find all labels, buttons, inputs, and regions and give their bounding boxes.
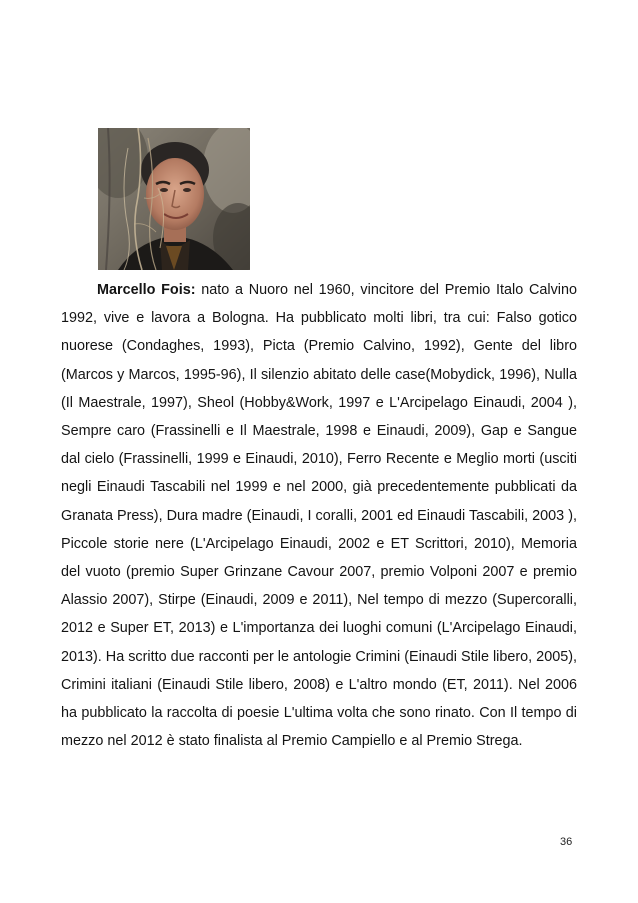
biography-text: nato a Nuoro nel 1960, vincitore del Premio Italo Calvino 1992, vive e lavora a Bologna. Ha pubblicato molti libri, tra cui: Falso gotico nuorese (Condaghes, 1993), Picta (Premio Calvino, 1992), Gente del libro (Marcos y Marcos, 1995-96), Il silenzio abitato delle case(Mobydick, 1996), Nulla (Il Maestrale, 1997), Sheol (Hobby&Work, 1997 e L'Arcipelago Einaudi, 2004 ), Sempre caro (Frassinelli e Il Maestrale, 1998 e Einaudi, 2009), Gap e Sangue dal cielo (Frassinelli, 1999 e Einaudi, 2010), Ferro Recente e Meglio morti (usciti negli Einaudi Tascabili nel 1999 e nel 2000, già precedentemente pubblicati da Granata Press), Dura madre (Einaudi, I coralli, 2001 ed Einaudi Tascabili, 2003 ), Piccole storie nere (L'Arcipelago Einaudi, 2002 e ET Scrittori, 2010), Memoria del vuoto (premio Super Grinzane Cavour 2007, premio Volponi 2007 e premio Alassio 2007), Stirpe (Einaudi, 2009 e 2011), Nel tempo di mezzo (Supercoralli, 2012 e Super ET, 2013) e L'importanza dei luoghi comuni (L'Arcipelago Einaudi, 2013). Ha scritto due racconti per le antologie Crimini (Einaudi Stile libero, 2005), Crimini italiani (Einaudi Stile libero, 2008) e L'altro mondo (ET, 2011). Nel 2006 ha pubblicato la raccolta di poesie L'ultima volta che sono rinato. Con Il tempo di mezzo nel 2012 è stato finalista al Premio Campiello e al Premio Strega.	[61, 282, 577, 750]
author-biography	[61, 276, 577, 755]
author-name: Marcello Fois:	[97, 282, 196, 298]
page-number: 36	[560, 836, 573, 848]
author-portrait-photo	[98, 128, 250, 270]
